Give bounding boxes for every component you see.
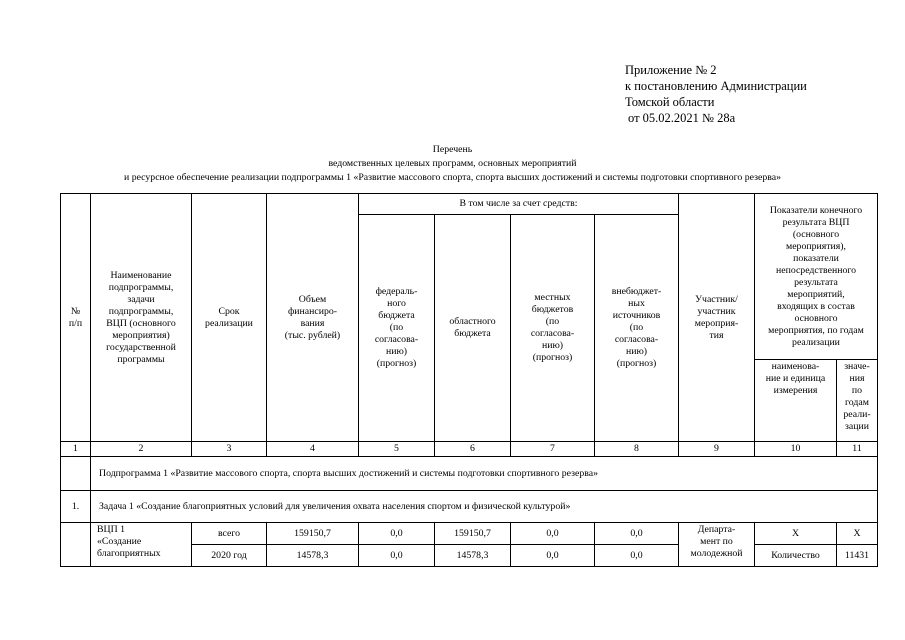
header-participant: Участник/ участник мероприя- тия xyxy=(679,194,755,442)
header-indicator-value: значе- ния по годам реали- зации xyxy=(837,360,878,442)
column-number: 10 xyxy=(755,442,837,457)
program-table xyxy=(60,193,878,567)
appendix-line-2: к постановлению Администрации xyxy=(625,79,807,93)
column-number: 1 xyxy=(61,442,91,457)
appendix-block xyxy=(625,62,807,126)
row-regional: 14578,3 xyxy=(435,545,511,567)
heading-line-2: ведомственных целевых программ, основных мероприятий xyxy=(328,158,577,169)
column-number: 7 xyxy=(511,442,595,457)
row-federal: 0,0 xyxy=(359,545,435,567)
row-local: 0,0 xyxy=(511,523,595,545)
header-indicator-name: наименова- ние и единица измерения xyxy=(755,360,837,442)
row-indicator-name: Х xyxy=(755,523,837,545)
appendix-line-1: Приложение № 2 xyxy=(625,63,717,77)
subprogram-title: Подпрограмма 1 «Развитие массового спорта, спорта высших достижений и системы подготовки спортивного резерва» xyxy=(91,457,878,491)
row-indicator-value: Х xyxy=(837,523,878,545)
header-federal: федераль- ного бюджета (по согласова- нию) (прогноз) xyxy=(359,215,435,442)
column-number: 6 xyxy=(435,442,511,457)
document-heading xyxy=(0,143,905,185)
header-indicators: Показатели конечного результата ВЦП (основного мероприятия), показатели непосредственного результата мероприятий, входящих в состав основного мероприятия, по годам реализации xyxy=(755,194,878,360)
column-number: 8 xyxy=(595,442,679,457)
row-indicator-value: 11431 xyxy=(837,545,878,567)
header-term: Срок реализации xyxy=(192,194,267,442)
header-regional: областного бюджета xyxy=(435,215,511,442)
row-extra: 0,0 xyxy=(595,523,679,545)
column-number: 2 xyxy=(91,442,192,457)
subprogram-num-cell xyxy=(61,457,91,491)
row-regional: 159150,7 xyxy=(435,523,511,545)
task-title: Задача 1 «Создание благоприятных условий для увеличения охвата населения спортом и физической культурой» xyxy=(91,491,878,523)
row-term: 2020 год xyxy=(192,545,267,567)
appendix-line-3: Томской области xyxy=(625,95,715,109)
header-name: Наименование подпрограммы, задачи подпрограммы, ВЦП (основного мероприятия) государственной программы xyxy=(91,194,192,442)
column-number: 11 xyxy=(837,442,878,457)
row-volume: 159150,7 xyxy=(267,523,359,545)
column-number: 9 xyxy=(679,442,755,457)
row-indicator-name: Количество xyxy=(755,545,837,567)
header-local: местных бюджетов (по согласова- нию) (прогноз) xyxy=(511,215,595,442)
vcp-num-cell xyxy=(61,523,91,567)
vcp-participant: Департа- мент по молодежной xyxy=(679,523,755,567)
column-number: 3 xyxy=(192,442,267,457)
vcp-name: ВЦП 1 «Создание благоприятных xyxy=(91,523,192,567)
header-volume: Объем финансиро- вания (тыс. рублей) xyxy=(267,194,359,442)
row-local: 0,0 xyxy=(511,545,595,567)
column-number: 4 xyxy=(267,442,359,457)
column-number: 5 xyxy=(359,442,435,457)
heading-line-1: Перечень xyxy=(432,144,473,155)
header-extra: внебюджет- ных источников (по согласова- нию) (прогноз) xyxy=(595,215,679,442)
header-num: № п/п xyxy=(61,194,91,442)
appendix-line-4: от 05.02.2021 № 28а xyxy=(628,111,736,125)
row-extra: 0,0 xyxy=(595,545,679,567)
heading-line-3: и ресурсное обеспечение реализации подпрограммы 1 «Развитие массового спорта, спорта высших достижений и системы подготовки спортивного резерва» xyxy=(124,172,781,183)
row-volume: 14578,3 xyxy=(267,545,359,567)
row-term: всего xyxy=(192,523,267,545)
header-including: В том числе за счет средств: xyxy=(359,194,679,215)
row-federal: 0,0 xyxy=(359,523,435,545)
task-num: 1. xyxy=(61,491,91,523)
